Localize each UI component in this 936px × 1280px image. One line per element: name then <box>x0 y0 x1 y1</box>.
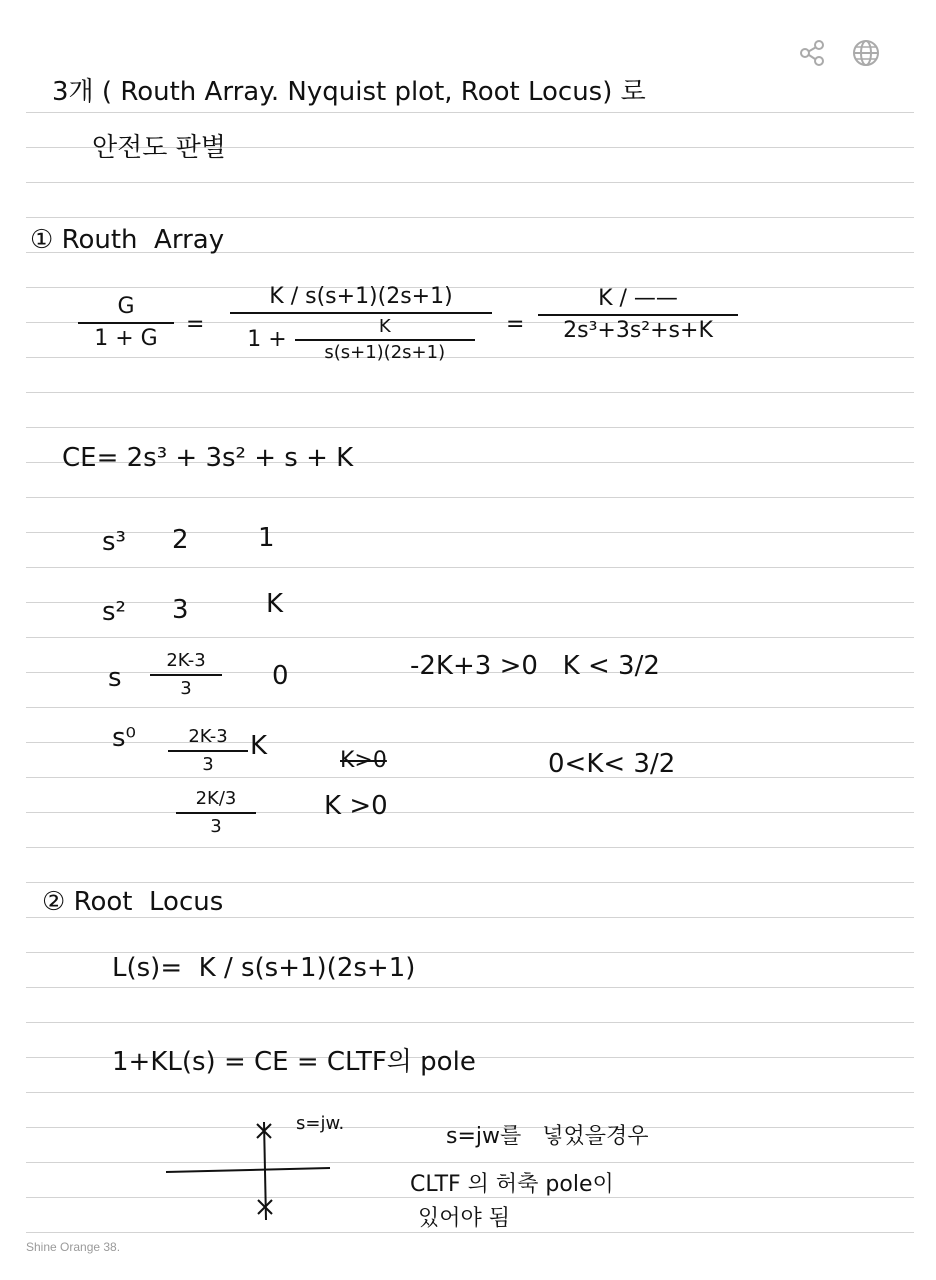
rule-line <box>26 847 914 848</box>
tf-mid-den-fraction <box>295 316 475 363</box>
rule-line <box>26 1022 914 1023</box>
routh-row-s0-c1-tail: K <box>250 731 268 761</box>
rule-line <box>26 112 914 113</box>
intro-line-1: 3개 ( Routh Array. Nyquist plot, Root Locus) 로 <box>52 77 646 107</box>
root-locus-note-1: s=jw를 넣었을경우 <box>446 1124 649 1149</box>
routh-row-s1-c1-fraction <box>150 650 222 699</box>
rule-line <box>26 987 914 988</box>
rule-line <box>26 427 914 428</box>
tf-equals-2: = <box>506 312 525 337</box>
tf-rhs-numerator: K / —— <box>598 286 678 311</box>
rule-line <box>26 217 914 218</box>
routh-row-s3-c2: 1 <box>258 523 275 553</box>
routh-row-s1-condition: -2K+3 >0 K < 3/2 <box>410 651 660 681</box>
tf-equals-1: = <box>186 312 205 337</box>
rule-line <box>26 602 914 603</box>
loop-transfer-function: L(s)= K / s(s+1)(2s+1) <box>112 953 416 983</box>
rule-line <box>26 532 914 533</box>
routh-row-s2-c2: K <box>266 589 284 619</box>
globe-icon[interactable] <box>851 38 881 68</box>
tf-lhs-fraction <box>78 294 174 353</box>
share-icon[interactable] <box>797 38 827 68</box>
routh-row-s0-c1-den: 3 <box>202 753 214 775</box>
tf-rhs-denominator: 2s³+3s²+s+K <box>563 318 713 344</box>
rule-line <box>26 567 914 568</box>
tf-mid-denominator <box>247 316 474 363</box>
root-locus-heading: ② Root Locus <box>42 887 224 917</box>
rule-line <box>26 1092 914 1093</box>
footer-brand: Shine Orange 38. <box>26 1240 121 1254</box>
tf-rhs-fraction <box>538 286 738 345</box>
rule-line <box>26 637 914 638</box>
tf-mid-den-lead: 1 + <box>247 326 287 352</box>
routh-row-s3-c1: 2 <box>172 525 189 555</box>
root-locus-note-3: 있어야 됨 <box>418 1206 511 1231</box>
rule-line <box>26 882 914 883</box>
rule-line <box>26 497 914 498</box>
negative-fraction-num: 2K/3 <box>195 788 237 809</box>
crossed-note: K>0 <box>340 748 387 773</box>
rule-line <box>26 392 914 393</box>
rule-line <box>26 1232 914 1233</box>
routh-row-s3-power: s³ <box>102 527 126 557</box>
tf-lhs-denominator: 1 + G <box>94 326 158 352</box>
negative-fraction <box>176 788 256 837</box>
stability-result: 0<K< 3/2 <box>548 749 676 779</box>
routh-row-s1-c1-den: 3 <box>180 677 192 699</box>
routh-row-s2-power: s² <box>102 597 126 627</box>
rule-line <box>26 812 914 813</box>
characteristic-equation: CE= 2s³ + 3s² + s + K <box>62 443 354 473</box>
tf-mid-numerator: K / s(s+1)(2s+1) <box>269 284 453 309</box>
routh-row-s0-c1-num: 2K-3 <box>188 726 228 747</box>
routh-heading: ① Routh Array <box>30 225 225 255</box>
tf-mid-den-den: s(s+1)(2s+1) <box>324 341 446 363</box>
plot-label: s=jw. <box>296 1113 345 1134</box>
routh-row-s2-c1: 3 <box>172 595 189 625</box>
rule-line <box>26 707 914 708</box>
k-positive-condition: K >0 <box>324 791 388 821</box>
intro-line-2: 안전도 판별 <box>92 133 226 163</box>
routh-row-s1-c2: 0 <box>272 661 289 691</box>
rule-line <box>26 742 914 743</box>
routh-row-s1-power: s <box>108 663 122 693</box>
routh-row-s0-c1-fraction <box>168 726 248 775</box>
routh-row-s0-power: s⁰ <box>112 723 136 753</box>
negative-fraction-den: 3 <box>210 815 222 837</box>
tf-lhs-numerator: G <box>117 294 135 319</box>
rule-line <box>26 777 914 778</box>
tf-mid-fraction <box>230 284 492 364</box>
rule-line <box>26 182 914 183</box>
closed-loop-ce: 1+KL(s) = CE = CLTF의 pole <box>112 1047 476 1077</box>
real-axis <box>166 1168 330 1172</box>
root-locus-note-2: CLTF 의 허축 pole이 <box>410 1172 614 1197</box>
routh-row-s1-c1-num: 2K-3 <box>166 650 206 671</box>
tf-mid-den-num: K <box>378 316 391 338</box>
